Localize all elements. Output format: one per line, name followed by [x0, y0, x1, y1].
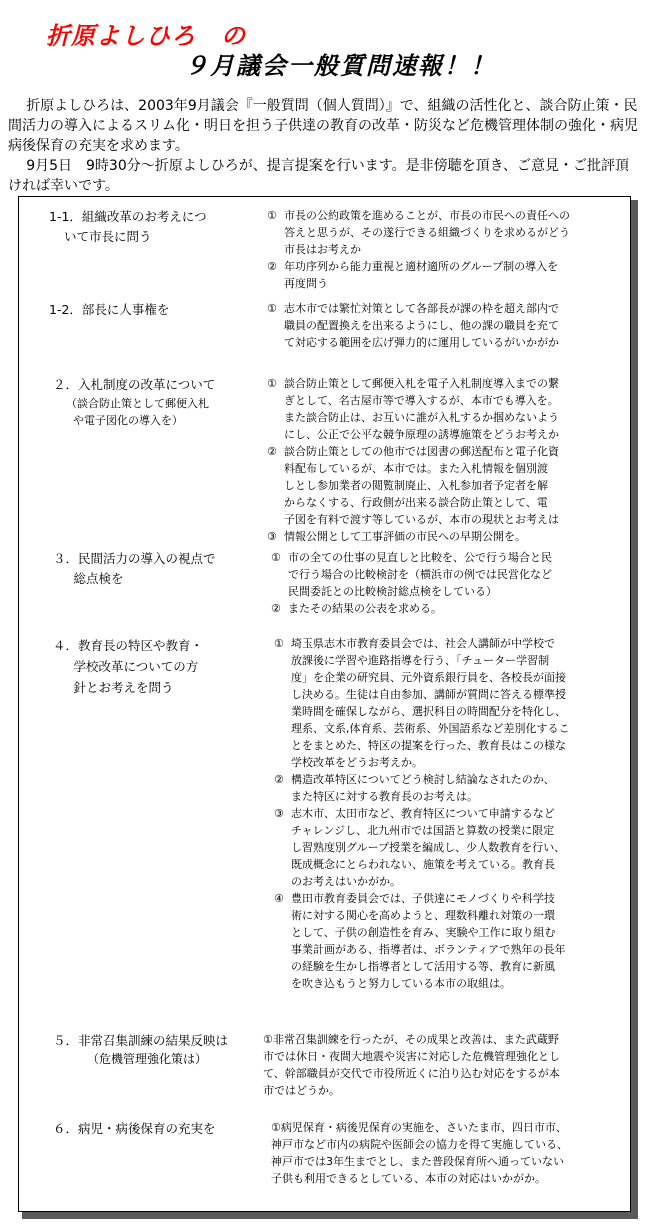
question-list: [263, 1031, 623, 1099]
topic-line: 1-2．部長に人事権を: [49, 302, 170, 317]
subtitle-line: （談合防止策として郵便入札: [66, 397, 209, 410]
question-line: 民間委託との比較検討総点検をしている）: [288, 585, 497, 598]
question-line: を吹き込もうと努力している本市の取組は。: [291, 977, 511, 990]
intro-paragraph-2: 9月5日 9時30分～折原よしひろが、提言提案を行います。是非傍聴を頂き、ご意見・ご批評頂ければ幸いです。: [8, 158, 630, 194]
question-topic: [53, 1119, 216, 1139]
question-text: [284, 528, 622, 545]
topic-line: ４．教育長の特区や教育・: [53, 638, 204, 653]
intro-text: [8, 96, 643, 196]
question-line: 市長の公約政策を進めることが、市長の市民への責任への: [284, 209, 570, 222]
question-entry: [267, 207, 622, 258]
question-number: ①: [271, 551, 281, 564]
question-text: [284, 443, 622, 528]
question-number: ②: [267, 260, 277, 273]
question-text: [291, 890, 622, 992]
question-entry: [267, 443, 622, 528]
question-line: ①非常召集訓練を行ったが、その成果と改善は、また武蔵野: [263, 1033, 559, 1046]
question-line: にし、公正で公平な競争原理の誘導施策をどうお考えか: [284, 428, 559, 441]
question-entry: [271, 549, 622, 600]
question-entry: [267, 528, 622, 545]
question-line: またその結果の公表を求める。: [288, 602, 442, 615]
question-line: 構造改革特区についてどう検討し結論なされたのか、: [291, 773, 555, 786]
question-entry: [274, 805, 622, 890]
topic-line: いて市長に問う: [64, 229, 152, 244]
question-entry: [267, 375, 622, 443]
question-entry: [274, 890, 622, 992]
question-line: て対応する範囲を広げ弾力的に運用しているがいかがか: [284, 336, 559, 349]
question-number: ①: [267, 377, 277, 390]
question-line: 埼玉県志木市教育委員会では、社会人講師が中学校で: [291, 637, 555, 650]
question-entry: [274, 771, 622, 805]
question-line: 事業計画がある、指導者は、ボランティアで熟年の長年: [291, 943, 566, 956]
title-line-1: 折原よしひろ の: [46, 22, 246, 50]
question-number: ②: [271, 602, 281, 615]
topic-subtitle: [53, 1051, 228, 1068]
question-list: [267, 375, 622, 545]
question-entry: [274, 635, 622, 771]
question-number: ②: [274, 773, 284, 786]
topic-line: 針とお考えを問う: [61, 680, 174, 695]
question-line: の経験を生かし指導者として活用する等、教育に新風: [291, 960, 555, 973]
question-line: 情報公開として工事評価の市民への早期公開を。: [284, 530, 526, 543]
question-topic: [53, 635, 203, 698]
subtitle-line: （危機管理強化策は）: [87, 1052, 208, 1066]
question-number: ③: [274, 807, 284, 820]
question-text: [288, 600, 622, 617]
panel-shadow-bottom: [22, 1211, 638, 1219]
question-line: ①病児保育・病後児保育の実施を、さいたま市、四日市市、: [271, 1121, 567, 1134]
question-line: チャレンジし、北九州市では国語と算数の授業に限定: [291, 824, 555, 837]
question-list: [267, 207, 622, 292]
question-line: 市ではどうか。: [263, 1084, 340, 1097]
panel-shadow-right: [630, 200, 638, 1215]
question-line: 志木市、太田市など、教育特区について申請するなど: [291, 807, 555, 820]
question-text: [291, 771, 622, 805]
topic-line: 学校改革についての方: [61, 659, 199, 674]
question-line: しとし参加業者の閲覧制廃止、入札参加者予定者を解: [284, 479, 548, 492]
question-line: 術に対する関心を高めようと、理数科離れ対策の一環: [291, 909, 555, 922]
question-entry: [271, 600, 622, 617]
topic-subtitle: [53, 395, 215, 429]
question-line: 市の全ての仕事の見直しと比較を、公で行う場合と民: [288, 551, 552, 564]
question-list: [274, 635, 622, 992]
question-line: 職員の配置換えを出来るようにし、他の課の職員を充て: [284, 319, 559, 332]
question-list: [267, 300, 622, 351]
question-entry: [267, 300, 622, 351]
question-number: ①: [274, 637, 284, 650]
question-line: とをまとめた、特区の提案を行った、教育長はこの様な: [291, 739, 566, 752]
question-topic: [49, 207, 207, 247]
question-line: 年功序列から能力重視と適材適所のグループ制の導入を: [284, 260, 559, 273]
question-line: し決める。生徒は自由参加、講師が質問に答える標準授: [291, 688, 566, 701]
question-topic: [53, 549, 216, 589]
question-text: [284, 375, 622, 443]
question-line: のお考えはいかがか。: [291, 875, 401, 888]
question-line: ぎとして、名古屋市等で導入するが、本市でも導入を。: [284, 394, 559, 407]
topic-line: 1-1．組織改革のお考えにつ: [49, 209, 207, 224]
question-topic: [53, 375, 215, 429]
question-line: 子供も利用できるとしている、本市の対応はいかがか。: [271, 1172, 546, 1185]
question-text: [284, 300, 622, 351]
subtitle-line: や電子図化の導入を）: [73, 414, 183, 427]
intro-paragraph-1: 折原よしひろは、2003年9月議会『一般質問（個人質問）』で、組織の活性化と、談合防止策・民間活力の導入によるスリム化・明日を担う子供達の教育の改革・防災など危機管理体制の強化・病児病後保育の充実を求めます。: [8, 98, 638, 154]
question-topic: [53, 1031, 228, 1068]
question-topic: [49, 300, 169, 320]
question-text: [291, 635, 622, 771]
topic-line: ３．民間活力の導入の視点で: [53, 551, 216, 566]
topic-line: ６．病児・病後保育の充実を: [53, 1121, 216, 1136]
question-panel: [18, 196, 631, 1212]
question-line: 神戸市など市内の病院や医師会の協力を得て実施している、: [271, 1138, 568, 1151]
question-line: で行う場合の比較検討を（横浜市の例では民営化など: [288, 568, 552, 581]
question-line: 理系、文系,体育系、芸術系、外国語系など差別化するこ: [291, 722, 570, 735]
question-number: ④: [274, 892, 284, 905]
question-line: 料配布しているが、本市では。また入札情報を個別渡: [284, 462, 548, 475]
question-entry: [267, 258, 622, 292]
topic-line: ２．入札制度の改革について: [53, 377, 216, 392]
question-line: 業時間を確保しながら、選択科目の時間配分を特化し、: [291, 705, 566, 718]
question-list: [271, 549, 622, 617]
topic-line: ５．非常召集訓練の結果反映は: [53, 1033, 229, 1048]
question-number: ②: [267, 445, 277, 458]
question-line: 子図を有料で渡す等しているが、本市の現状とお考えは: [284, 513, 559, 526]
question-line: て、幹部職員が交代で市役所近くに泊り込む対応をするが本: [263, 1067, 560, 1080]
question-line: として、子供の創造性を育み、実験や工作に取り組む: [291, 926, 556, 939]
question-line: 学校改革をどうお考えか。: [291, 756, 423, 769]
question-text: [291, 805, 622, 890]
question-line: 度」を企業の研究員、元外資系銀行員を、各校長が面接: [291, 671, 566, 684]
question-line: 市長はお考えか: [284, 243, 361, 256]
question-line: し習熟度別グループ授業を編成し、少人数教育を行い、: [291, 841, 566, 854]
question-line: 市では休日・夜間大地震や災害に対応した危機管理強化とし: [263, 1050, 560, 1063]
title-line-2: ９月議会一般質問速報！！: [184, 52, 496, 80]
topic-line: 総点検を: [61, 571, 124, 586]
question-list: [271, 1119, 626, 1187]
question-line: 豊田市教育委員会では、子供達にモノづくりや科学技: [291, 892, 555, 905]
question-number: ①: [267, 302, 277, 315]
question-line: 再度問う: [284, 277, 328, 290]
question-text: [284, 258, 622, 292]
question-text: [284, 207, 622, 258]
question-line: 神戸市では3年生までとし、また普段保育所へ通っていない: [271, 1155, 564, 1168]
question-line: 談合防止策として郵便入札を電子入札制度導入までの繋: [284, 377, 559, 390]
question-line: 志木市では繁忙対策として各部長が課の枠を超え部内で: [284, 302, 559, 315]
question-line: からなくする、行政側が出来る談合防止策として、電: [284, 496, 548, 509]
question-line: 談合防止策としての他市では図書の郵送配布と電子化資: [284, 445, 559, 458]
question-line: 放課後に学習や進路指導を行う、「チューター学習制: [291, 654, 550, 667]
question-number: ③: [267, 530, 277, 543]
question-text: [288, 549, 622, 600]
question-line: 既成概念にとらわれない、施策を考えている。教育長: [291, 858, 555, 871]
question-line: また談合防止は、お互いに誰が入札するか掴めないよう: [284, 411, 559, 424]
question-line: 答えと思うが、その遂行できる組織づくりを求めるがどう: [284, 226, 570, 239]
question-line: また特区に対する教育長のお考えは。: [291, 790, 478, 803]
question-number: ①: [267, 209, 277, 222]
